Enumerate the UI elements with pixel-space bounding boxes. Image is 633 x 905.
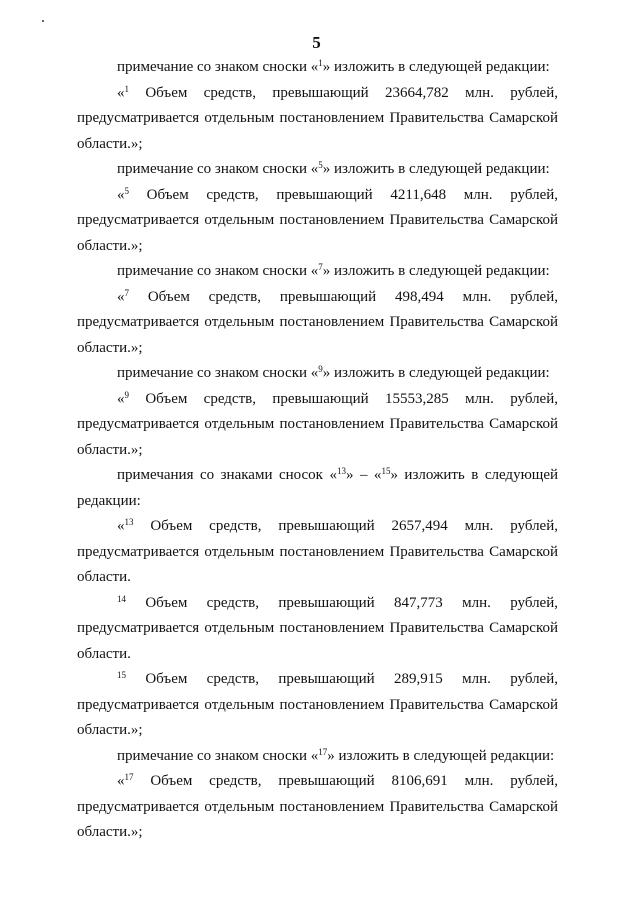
footnote-text: $^{15}$ Объем средств, превышающий 289,915 млн. рублей, предусматривается отдельным постановлением Правительства Самарской области.»; (77, 670, 558, 738)
footnote-text: «$^7$ Объем средств, превышающий 498,494 млн. рублей, предусматривается отдельным постановлением Правительства Самарской области.»; (77, 287, 558, 356)
scan-speck (42, 20, 44, 22)
document-body (77, 55, 558, 846)
footnote-text: «$^{17}$ Объем средств, превышающий 8106,691 млн. рублей, предусматривается отдельным постановлением Правительства Самарской области.»; (77, 772, 558, 840)
footnote-text: «$^{13}$ Объем средств, превышающий 2657,494 млн. рублей, предусматривается отдельным постановлением Правительства Самарской области. (77, 517, 558, 585)
footnote-instruction: примечание со знаком сноски «$^{17}$» изложить в следующей редакции: (117, 746, 555, 764)
footnote-text: «$^5$ Объем средств, превышающий 4211,648 млн. рублей, предусматривается отдельным постановлением Правительства Самарской области.»; (77, 185, 558, 254)
footnote-instruction: примечание со знаком сноски «$^5$» изложить в следующей редакции: (117, 160, 550, 177)
footnote-instruction: примечание со знаком сноски «$^9$» изложить в следующей редакции: (117, 364, 550, 381)
footnote-text: «$^1$ Объем средств, превышающий 23664,782 млн. рублей, предусматривается отдельным постановлением Правительства Самарской области.»; (77, 83, 558, 152)
footnote-instruction: примечание со знаком сноски «$^1$» изложить в следующей редакции: (117, 58, 550, 75)
footnote-instruction: примечание со знаком сноски «$^7$» изложить в следующей редакции: (117, 262, 550, 279)
page-number: 5 (312, 33, 321, 52)
footnote-text: «$^9$ Объем средств, превышающий 15553,285 млн. рублей, предусматривается отдельным постановлением Правительства Самарской области.»; (77, 389, 558, 458)
footnote-range-instruction: примечания со знаками сносок «$^{13}$» – «$^{15}$» изложить в следующей редакции: (77, 466, 559, 509)
footnote-text: $^{14}$ Объем средств, превышающий 847,773 млн. рублей, предусматривается отдельным постановлением Правительства Самарской области. (77, 593, 558, 662)
